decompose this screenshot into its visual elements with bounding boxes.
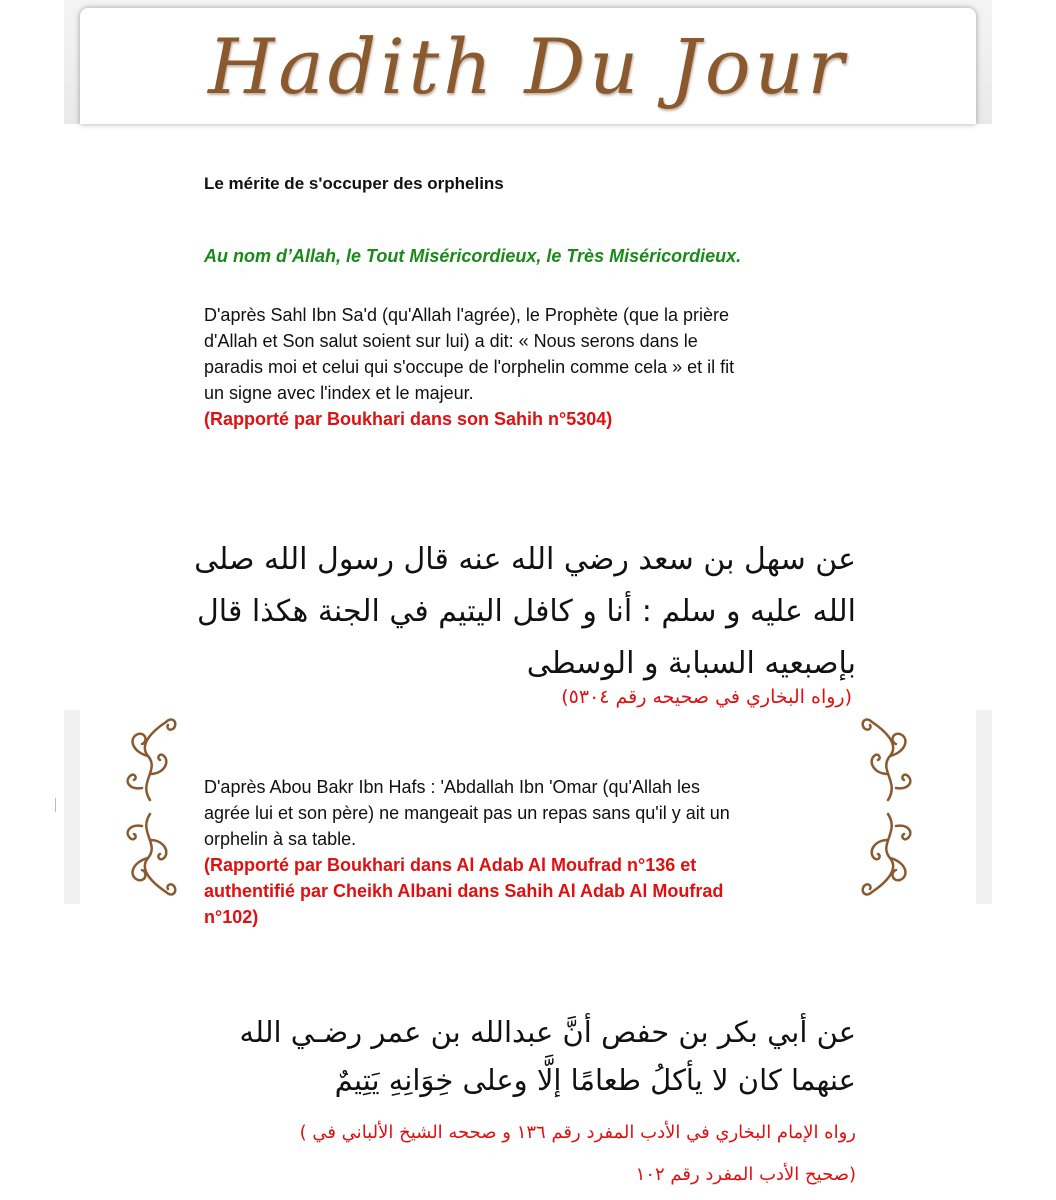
divider-tick: [55, 798, 56, 812]
arabic-line: بإصبعيه السبابة و الوسطى: [526, 646, 856, 681]
subject-heading: Le mérite de s'occuper des orphelins: [204, 174, 504, 193]
hadith-2-reference-line: n°102): [204, 907, 259, 927]
hadith-2-french: [204, 774, 864, 930]
arabic-reference-line: (صحيح الأدب المفرد رقم ١٠٢: [635, 1164, 856, 1185]
hadith-2-arabic: [140, 1008, 856, 1104]
hadith-1-arabic-reference: (رواه البخاري في صحيحه رقم ٥٣٠٤): [561, 686, 852, 708]
text-line: D'après Sahl Ibn Sa'd (qu'Allah l'agrée), le Prophète (que la prière: [204, 305, 730, 325]
text-line: paradis moi et celui qui s'occupe de l'orphelin comme cela » et il fit: [204, 357, 735, 377]
page-title: Hadith Du Jour: [208, 22, 848, 111]
ornament-bottom-left-icon: [120, 812, 180, 902]
hadith-1-arabic: [140, 534, 856, 690]
left-side-panel: [64, 710, 80, 904]
right-side-panel: [976, 710, 992, 904]
ornament-bottom-right-icon: [858, 812, 918, 902]
basmala-text: Au nom d’Allah, le Tout Miséricordieux, le Très Miséricordieux.: [204, 246, 742, 266]
text-line: d'Allah et Son salut soient sur lui) a dit: « Nous serons dans le: [204, 331, 698, 351]
ornament-top-right-icon: [858, 712, 918, 802]
hadith-2-reference-line: authentifié par Cheikh Albani dans Sahih Al Adab Al Moufrad: [204, 881, 724, 901]
arabic-line: عن أبي بكر بن حفص أنَّ عبدالله بن عمر رضـي الله: [239, 1015, 856, 1049]
hadith-1-french: [204, 302, 864, 432]
arabic-line: الله عليه و سلم : أنا و كافل اليتيم في الجنة هكذا قال: [197, 594, 856, 629]
hadith-1-reference: (Rapporté par Boukhari dans son Sahih n°5304): [204, 409, 613, 429]
text-line: orphelin à sa table.: [204, 829, 357, 849]
hadith-2-reference-line: (Rapporté par Boukhari dans Al Adab Al Moufrad n°136 et: [204, 855, 697, 875]
header-banner: [80, 8, 976, 124]
text-line: un signe avec l'index et le majeur.: [204, 383, 474, 403]
ornament-top-left-icon: [120, 712, 180, 802]
text-line: agrée lui et son père) ne mangeait pas un repas sans qu'il y ait un: [204, 803, 730, 823]
arabic-line: عنهما كان لا يأكلُ طعامًا إلَّا وعلى خِوَانِهِ يَتِيمٌ: [334, 1063, 856, 1097]
text-line: D'après Abou Bakr Ibn Hafs : 'Abdallah Ibn 'Omar (qu'Allah les: [204, 777, 701, 797]
hadith-2-arabic-reference: [120, 1112, 856, 1196]
arabic-line: عن سهل بن سعد رضي الله عنه قال رسول الله صلى: [194, 542, 856, 577]
arabic-reference-line: رواه الإمام البخاري في الأدب المفرد رقم ١٣٦ و صححه الشيخ الألباني في ): [299, 1122, 856, 1143]
